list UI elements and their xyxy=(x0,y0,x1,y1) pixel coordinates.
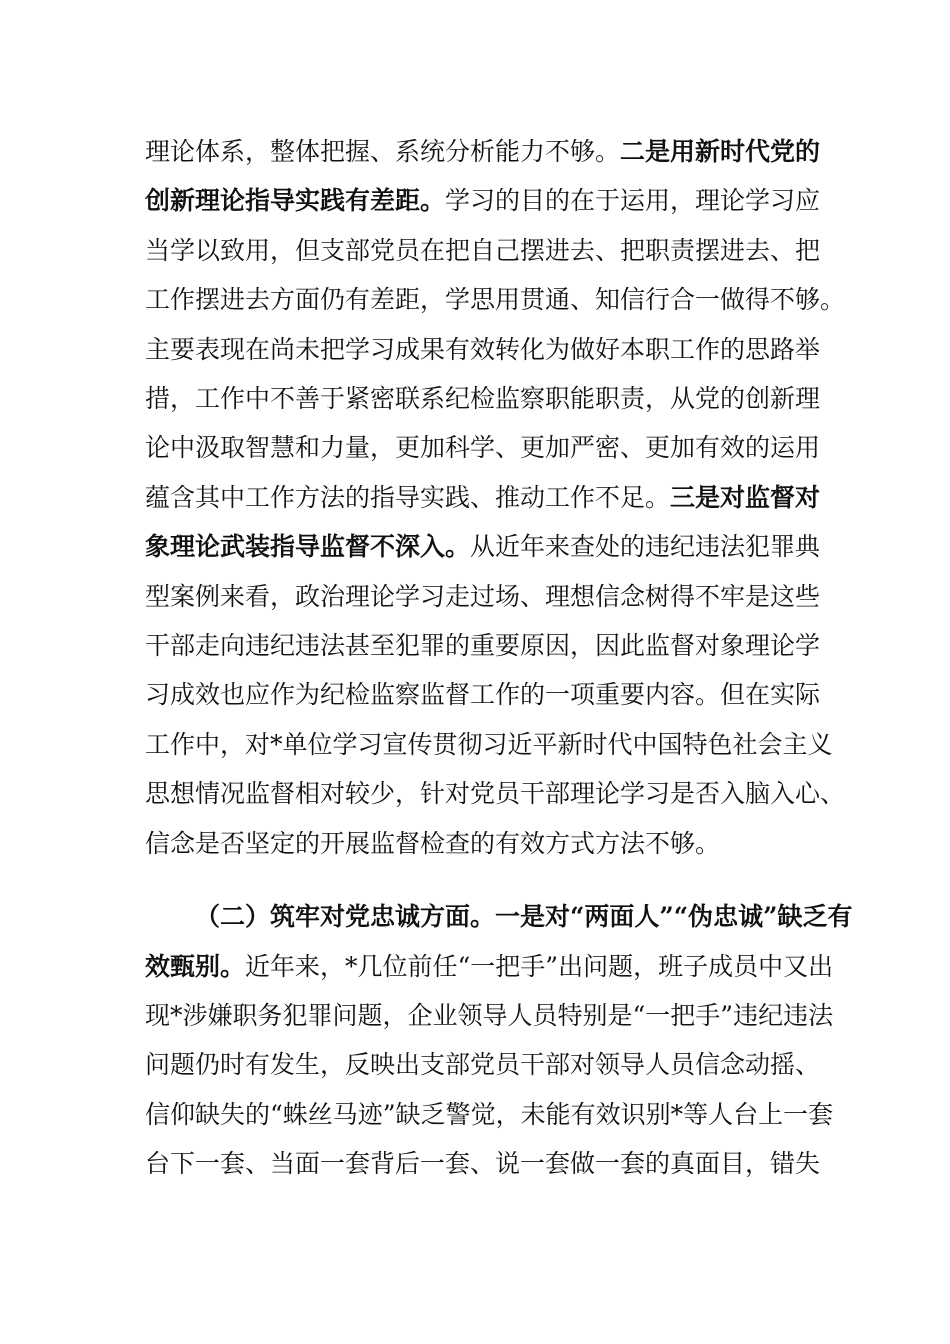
text-line: 工作摆进去方面仍有差距，学思用贯通、知信行合一做得不够。 xyxy=(145,285,846,315)
text-line xyxy=(145,473,821,522)
text-line: 型案例来看，政治理论学习走过场、理想信念树得不牢是这些 xyxy=(145,581,821,611)
text-line: 习成效也应作为纪检监察监督工作的一项重要内容。但在实际 xyxy=(145,680,821,710)
text-line: 问题仍时有发生，反映出支部党员干部对领导人员信念动摇、 xyxy=(145,1050,821,1080)
text-line xyxy=(145,127,821,176)
text-line: 论中汲取智慧和力量，更加科学、更加严密、更加有效的运用 xyxy=(145,433,821,463)
text-line: 思想情况监督相对较少，针对党员干部理论学习是否入脑入心、 xyxy=(145,779,846,809)
text-line: 干部走向违纪违法甚至犯罪的重要原因，因此监督对象理论学 xyxy=(145,631,821,661)
text-run: 学习的目的在于运用，理论学习应 xyxy=(445,186,821,216)
text-line: 台下一套、当面一套背后一套、说一套做一套的真面目，错失 xyxy=(145,1149,821,1179)
text-line xyxy=(145,176,821,225)
text-run: 理论体系，整体把握、系统分析能力不够。 xyxy=(145,137,621,166)
bold-heading-run: 创新理论指导实践有差距。 xyxy=(145,186,446,216)
text-line: 信仰缺失的“蛛丝马迹”缺乏警觉，未能有效识别*等人台上一套 xyxy=(145,1099,834,1129)
text-line: 信念是否坚定的开展监督检查的有效方式方法不够。 xyxy=(145,828,721,858)
document-page xyxy=(145,127,853,1189)
paragraph-theory-study xyxy=(145,127,846,868)
paragraph-party-loyalty xyxy=(145,892,853,1188)
section-heading-line: （二）筑牢对党忠诚方面。一是对“两面人”“伪忠诚”缺乏有 xyxy=(195,902,853,932)
text-line: 当学以致用，但支部党员在把自己摆进去、把职责摆进去、把 xyxy=(145,235,821,265)
text-line: 工作中，对*单位学习宣传贯彻习近平新时代中国特色社会主义 xyxy=(145,729,833,759)
bold-heading-run: 效甄别。 xyxy=(145,951,246,981)
text-line: 现*涉嫌职务犯罪问题，企业领导人员特别是“一把手”违纪违法 xyxy=(145,1000,834,1030)
text-run: 蕴含其中工作方法的指导实践、推动工作不足。 xyxy=(145,482,671,512)
text-line: 主要表现在尚未把学习成果有效转化为做好本职工作的思路举 xyxy=(145,334,821,364)
text-run: 近年来，*几位前任“一把手”出问题，班子成员中又出 xyxy=(245,951,834,981)
text-line xyxy=(145,522,821,571)
bold-heading-run: 象理论武装指导监督不深入。 xyxy=(145,532,471,562)
text-line: 措，工作中不善于紧密联系纪检监察职能职责，从党的创新理 xyxy=(145,384,821,414)
text-run: 从近年来查处的违纪违法犯罪典 xyxy=(470,532,821,562)
bold-heading-run: 二是用新时代党的 xyxy=(620,137,821,166)
bold-heading-run: 三是对监督对 xyxy=(670,482,821,512)
text-line xyxy=(145,942,834,991)
